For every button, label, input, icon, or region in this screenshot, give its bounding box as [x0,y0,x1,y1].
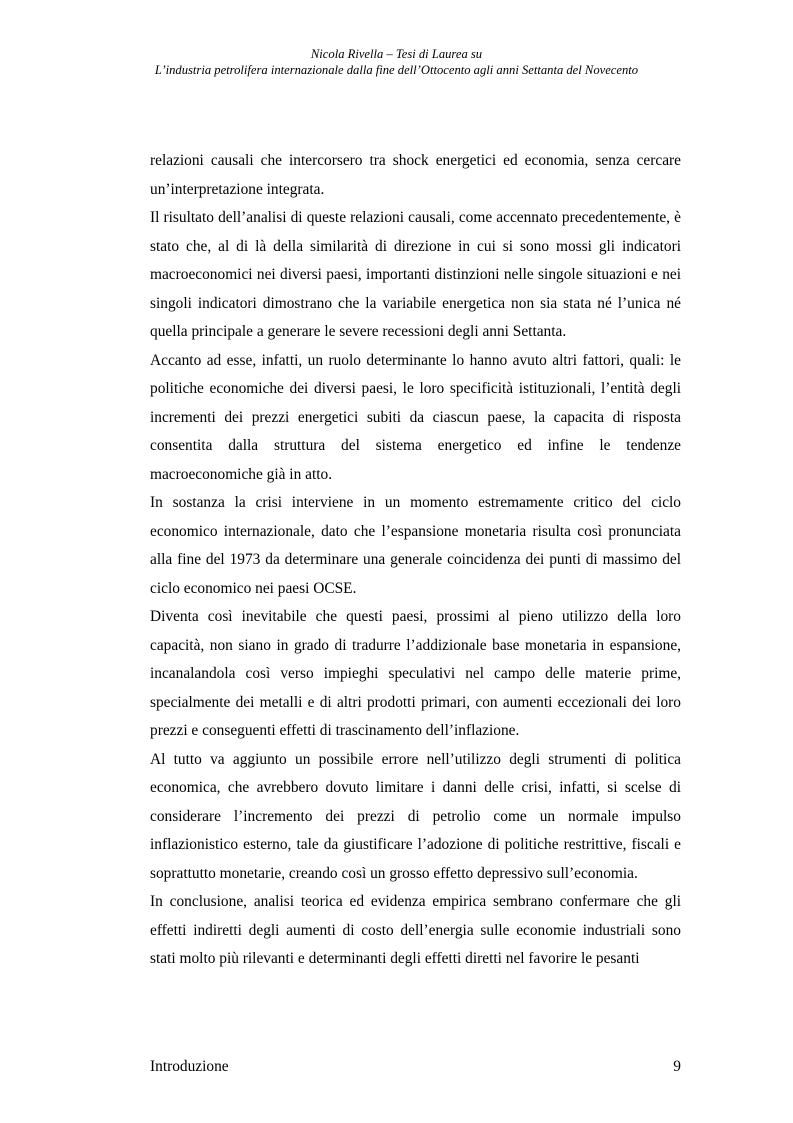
paragraph: In sostanza la crisi interviene in un momento estremamente critico del ciclo economico internazionale, dato che l’espansione monetaria risulta così pronunciata alla fine del 1973 da determinare una generale coincidenza dei punti di massimo del ciclo economico nei paesi OCSE. [150,494,681,597]
paragraph: In conclusione, analisi teorica ed evidenza empirica sembrano confermare che gli effetti indiretti degli aumenti di costo dell’energia sulle economie industriali sono stati molto più rilevanti e determinanti degli effetti diretti nel favorire le pesanti [150,893,681,967]
body-text [150,147,681,974]
running-header [0,46,793,78]
paragraph: Diventa così inevitabile che questi paesi, prossimi al pieno utilizzo della loro capacità, non siano in grado di tradurre l’addizionale base monetaria in espansione, incanalandola così verso impieghi speculativi nel campo delle materie prime, specialmente dei metalli e di altri prodotti primari, con aumenti eccezionali dei loro prezzi e conseguenti effetti di trascinamento dell’inflazione. [150,608,681,739]
paragraph: Il risultato dell’analisi di queste relazioni causali, come accennato precedentemente, è stato che, al di là della similarità di direzione in cui si sono mossi gli indicatori macroeconomici nei diversi paesi, importanti distinzioni nelle singole situazioni e nei singoli indicatori dimostrano che la variabile energetica non sia stata né l’unica né quella principale a generare le severe recessioni degli anni Settanta. [150,209,681,340]
paragraph: relazioni causali che intercorsero tra shock energetici ed economia, senza cercare un’interpretazione integrata. [150,152,681,198]
page-footer [150,1057,681,1077]
paragraph: Al tutto va aggiunto un possibile errore nell’utilizzo degli strumenti di politica economica, che avrebbero dovuto limitare i danni delle crisi, infatti, si scelse di considerare l’incremento dei prezzi di petrolio come un normale impulso inflazionistico esterno, tale da giustificare l’adozione di politiche restrittive, fiscali e soprattutto monetarie, creando così un grosso effetto depressivo sull’economia. [150,750,681,882]
paragraph: Accanto ad esse, infatti, un ruolo determinante lo hanno avuto altri fattori, quali: le politiche economiche dei diversi paesi, le loro specificità istituzionali, l’entità degli incrementi dei prezzi energetici subiti da ciascun paese, la capacita di risposta consentita dalla struttura del sistema energetico ed infine le tendenze macroeconomiche già in atto. [150,351,681,483]
page-number: 9 [673,1058,681,1075]
header-author-line: Nicola Rivella – Tesi di Laurea su [310,47,483,61]
header-title-line: L’industria petrolifera internazionale dalla fine dell’Ottocento agli anni Settanta del Novecento [154,63,639,77]
footer-section-name: Introduzione [150,1058,229,1075]
